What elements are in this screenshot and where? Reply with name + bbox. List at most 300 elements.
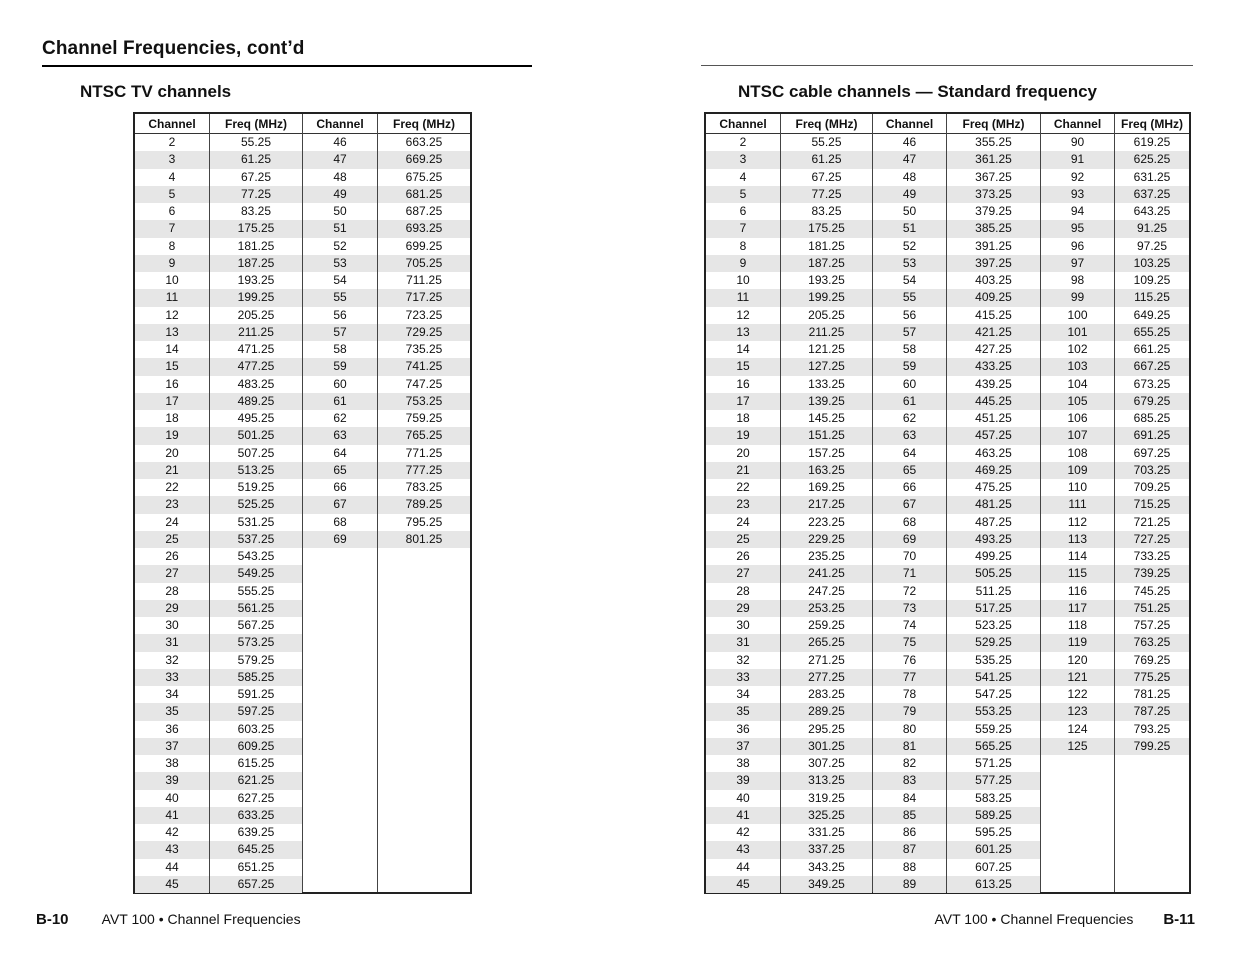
table-cell: 122 [1067,687,1088,701]
table-cell: 27 [706,565,780,582]
table-cell: 489.25 [210,393,302,410]
table-cell: 4 [168,169,176,184]
table-cell: 13 [706,324,780,341]
table-cell: 25 [706,531,780,548]
table-cell: 105 [1041,393,1114,410]
table-cell: 33 [135,669,209,686]
table-cell: 645.25 [210,841,302,858]
table-cell: 5 [706,186,780,203]
table-cell: 247.25 [808,583,845,598]
table-cell: 2 [168,135,176,149]
table-cell: 543.25 [237,549,275,563]
table-cell: 349.25 [781,876,872,893]
title-rule-left [42,65,532,67]
table-cell: 18 [736,411,750,425]
table-cell: 68 [333,514,347,529]
table-cell: 739.25 [1115,565,1189,582]
table-cell: 69 [873,531,946,548]
table-cell: 229.25 [781,531,872,548]
table-cell: 193.25 [237,273,275,287]
table-cell: 163.25 [781,462,872,479]
table-cell: 9 [706,255,780,272]
table-cell: 18 [165,411,179,425]
table-cell: 457.25 [947,427,1040,444]
table-cell: 433.25 [947,358,1040,375]
table-cell: 106 [1067,411,1088,425]
table-cell: 531.25 [237,514,275,529]
table-cell: 703.25 [1115,462,1189,479]
table-cell: 10 [165,273,179,287]
table-cell: 657.25 [210,876,302,893]
table-cell: 17 [135,393,209,410]
table-cell: 529.25 [947,634,1040,651]
table-cell: 547.25 [975,687,1012,701]
table-cell: 24 [165,514,179,529]
tv-freq-column-2 [378,114,470,892]
table-cell: 36 [736,721,750,736]
table-cell: 50 [902,204,917,218]
table-cell: 67.25 [240,169,272,184]
table-cell: 96 [1070,238,1085,253]
table-cell: 7 [135,220,209,237]
table-cell: 37 [135,738,209,755]
table-cell: 102 [1067,342,1088,356]
table-cell: 763.25 [1115,634,1189,651]
table-cell: 8 [168,238,176,253]
cable-section-title: NTSC cable channels — Standard frequency [738,82,1097,101]
table-cell: 63 [303,427,377,444]
table-cell: 65 [303,462,377,479]
table-cell: 181.25 [808,238,845,253]
column-header: Freq (MHz) [210,114,302,134]
table-cell: 97 [1041,255,1114,272]
table-cell: 615.25 [237,756,275,770]
table-cell: 23 [135,496,209,513]
table-cell: 685.25 [1133,411,1171,425]
table-cell: 13 [135,324,209,341]
table-cell: 26 [165,549,179,563]
table-cell: 47 [303,151,377,168]
table-cell: 44 [165,859,179,874]
table-cell: 43 [135,841,209,858]
table-cell: 211.25 [210,324,302,341]
table-cell: 487.25 [975,514,1012,529]
table-cell: 205.25 [237,307,275,322]
table-cell: 55.25 [240,135,272,149]
table-cell: 120 [1067,652,1088,667]
table-cell: 265.25 [781,634,872,651]
table-cell: 26 [736,549,750,563]
table-cell: 44 [736,859,750,874]
table-cell: 223.25 [808,514,845,529]
table-cell: 513.25 [210,462,302,479]
table-cell: 64 [333,445,347,460]
table-cell: 133.25 [808,376,845,391]
table-cell: 175.25 [781,220,872,237]
table-cell: 31 [706,634,780,651]
table-cell: 747.25 [405,376,443,391]
table-cell: 67 [873,496,946,513]
table-cell: 69 [303,531,377,548]
table-cell: 217.25 [781,496,872,513]
table-cell: 799.25 [1115,738,1189,755]
table-cell: 61.25 [781,151,872,168]
cable-freq-column-1 [781,114,873,892]
table-cell: 83.25 [240,204,272,218]
table-cell: 107 [1041,427,1114,444]
table-cell: 52 [333,238,347,253]
table-cell: 691.25 [1115,427,1189,444]
table-cell: 711.25 [406,273,442,287]
ntsc-tv-channel-table [133,112,472,894]
table-cell: 391.25 [975,238,1012,253]
table-cell: 445.25 [947,393,1040,410]
column-header: Channel [873,114,946,134]
table-cell: 187.25 [210,255,302,272]
table-cell: 45 [706,876,780,893]
table-cell: 75 [873,634,946,651]
table-cell: 481.25 [947,496,1040,513]
table-cell: 55 [303,289,377,306]
table-cell: 241.25 [781,565,872,582]
table-cell: 379.25 [975,204,1012,218]
table-cell: 555.25 [237,583,275,598]
table-cell: 42 [165,825,179,839]
table-cell: 82 [902,756,917,770]
table-cell: 723.25 [405,307,443,322]
table-cell: 549.25 [210,565,302,582]
table-cell: 28 [736,583,750,598]
table-cell: 745.25 [1133,583,1171,598]
table-cell: 100 [1067,307,1088,322]
table-cell: 48 [333,169,347,184]
table-cell: 759.25 [405,411,443,425]
table-cell: 801.25 [378,531,470,548]
table-cell: 783.25 [405,480,443,494]
table-cell: 523.25 [975,618,1012,632]
table-cell: 6 [168,204,176,218]
table-cell: 499.25 [975,549,1012,563]
table-cell: 787.25 [1115,703,1189,720]
table-cell: 525.25 [210,496,302,513]
table-cell: 673.25 [1133,376,1171,391]
table-cell: 577.25 [947,772,1040,789]
table-cell: 373.25 [947,186,1040,203]
table-cell: 537.25 [210,531,302,548]
table-cell: 34 [165,687,179,701]
table-cell: 601.25 [947,841,1040,858]
table-cell: 4 [739,169,747,184]
table-cell: 35 [135,703,209,720]
table-cell: 21 [706,462,780,479]
table-cell: 33 [706,669,780,686]
table-cell: 24 [736,514,750,529]
table-cell: 56 [902,307,917,322]
table-cell: 55 [873,289,946,306]
table-cell: 619.25 [1133,135,1171,149]
table-cell: 62 [333,411,347,425]
table-cell: 16 [736,376,750,391]
table-cell: 789.25 [378,496,470,513]
table-cell: 541.25 [947,669,1040,686]
table-cell: 157.25 [808,445,845,460]
table-cell: 589.25 [947,807,1040,824]
table-cell: 45 [135,876,209,893]
table-cell: 46 [333,135,347,149]
table-cell: 83 [873,772,946,789]
table-cell: 84 [902,790,917,805]
table-cell: 57 [873,324,946,341]
table-cell: 103 [1041,358,1114,375]
table-cell: 669.25 [378,151,470,168]
table-cell: 79 [873,703,946,720]
table-cell: 66 [333,480,347,494]
tv-channel-column-2 [303,114,378,892]
page-number-right: B-11 [1163,911,1195,928]
table-cell: 101 [1041,324,1114,341]
table-cell: 667.25 [1115,358,1189,375]
table-cell: 169.25 [808,480,845,494]
table-cell: 14 [165,342,179,356]
table-cell: 30 [165,618,179,632]
table-cell: 753.25 [378,393,470,410]
table-cell: 181.25 [237,238,275,253]
table-cell: 295.25 [808,721,845,736]
table-cell: 495.25 [237,411,275,425]
table-cell: 205.25 [808,307,845,322]
table-cell: 62 [902,411,917,425]
table-cell: 78 [902,687,917,701]
table-cell: 559.25 [975,721,1012,736]
table-cell: 61 [303,393,377,410]
table-cell: 32 [736,652,750,667]
table-cell: 463.25 [975,445,1012,460]
column-header: Freq (MHz) [378,114,470,134]
table-cell: 625.25 [1115,151,1189,168]
table-cell: 637.25 [1115,186,1189,203]
table-cell: 34 [736,687,750,701]
page-title: Channel Frequencies, cont’d [42,38,305,59]
table-cell: 793.25 [1133,721,1171,736]
table-cell: 367.25 [975,169,1012,184]
table-cell: 103.25 [1115,255,1189,272]
table-cell: 729.25 [378,324,470,341]
table-cell: 535.25 [975,652,1012,667]
table-cell: 591.25 [237,687,275,701]
table-cell: 55.25 [811,135,842,149]
table-cell: 19 [135,427,209,444]
table-cell: 325.25 [781,807,872,824]
table-cell: 271.25 [808,652,845,667]
table-cell: 95 [1041,220,1114,237]
table-cell: 331.25 [808,825,845,839]
footer-text-left: AVT 100 • Channel Frequencies [101,911,301,927]
table-cell: 607.25 [975,859,1012,874]
table-cell: 313.25 [781,772,872,789]
table-cell: 127.25 [781,358,872,375]
table-cell: 77.25 [781,186,872,203]
table-cell: 649.25 [1133,307,1171,322]
footer-left [36,911,301,928]
table-cell: 343.25 [808,859,845,874]
table-cell: 151.25 [781,427,872,444]
table-cell: 20 [165,445,179,460]
table-cell: 47 [873,151,946,168]
table-cell: 117 [1041,600,1114,617]
table-cell: 409.25 [947,289,1040,306]
table-cell: 709.25 [1133,480,1171,494]
table-cell: 687.25 [405,204,443,218]
cable-channel-column-3 [1041,114,1115,892]
table-cell: 77 [873,669,946,686]
table-cell: 121.25 [808,342,845,356]
table-cell: 39 [135,772,209,789]
table-cell: 769.25 [1133,652,1171,667]
page-number-left: B-10 [36,911,69,928]
table-cell: 111 [1041,496,1114,513]
table-cell: 421.25 [947,324,1040,341]
table-cell: 483.25 [237,376,275,391]
table-cell: 253.25 [781,600,872,617]
table-cell: 561.25 [210,600,302,617]
table-cell: 733.25 [1133,549,1171,563]
table-cell: 289.25 [781,703,872,720]
table-cell: 697.25 [1133,445,1171,460]
table-cell: 92 [1070,169,1085,184]
table-cell: 471.25 [237,342,275,356]
table-cell: 50 [333,204,347,218]
table-cell: 124 [1067,721,1088,736]
table-cell: 427.25 [975,342,1012,356]
table-cell: 681.25 [378,186,470,203]
table-cell: 40 [736,790,750,805]
table-cell: 67.25 [811,169,842,184]
table-cell: 519.25 [237,480,275,494]
table-cell: 97.25 [1136,238,1168,253]
table-cell: 597.25 [210,703,302,720]
table-cell: 469.25 [947,462,1040,479]
table-cell: 98 [1070,273,1085,287]
table-cell: 735.25 [405,342,443,356]
table-cell: 277.25 [781,669,872,686]
table-cell: 38 [165,756,179,770]
table-cell: 25 [135,531,209,548]
table-cell: 56 [333,307,347,322]
table-cell: 86 [902,825,917,839]
cable-freq-column-2 [947,114,1041,892]
table-cell: 715.25 [1115,496,1189,513]
table-cell: 699.25 [405,238,443,253]
table-cell: 14 [736,342,750,356]
table-cell: 475.25 [975,480,1012,494]
table-cell: 54 [902,273,917,287]
table-cell: 633.25 [210,807,302,824]
table-cell: 53 [303,255,377,272]
table-cell: 337.25 [781,841,872,858]
table-cell: 727.25 [1115,531,1189,548]
table-cell: 61.25 [210,151,302,168]
table-cell: 93 [1041,186,1114,203]
table-cell: 517.25 [947,600,1040,617]
table-cell: 751.25 [1115,600,1189,617]
table-cell: 741.25 [378,358,470,375]
table-cell: 565.25 [947,738,1040,755]
table-cell: 603.25 [237,721,275,736]
table-cell: 11 [135,289,209,306]
table-cell: 88 [902,859,917,874]
table-cell: 27 [135,565,209,582]
table-cell: 54 [333,273,347,287]
table-cell: 145.25 [808,411,845,425]
table-cell: 301.25 [781,738,872,755]
table-cell: 28 [165,583,179,598]
table-cell: 60 [333,376,347,391]
table-cell: 661.25 [1133,342,1171,356]
table-cell: 477.25 [210,358,302,375]
table-cell: 52 [902,238,917,253]
table-cell: 85 [873,807,946,824]
table-cell: 41 [706,807,780,824]
table-cell: 3 [706,151,780,168]
table-cell: 567.25 [237,618,275,632]
table-cell: 319.25 [808,790,845,805]
column-header: Freq (MHz) [781,114,872,134]
table-cell: 109.25 [1133,273,1171,287]
table-cell: 11 [706,289,780,306]
table-cell: 65 [873,462,946,479]
table-cell: 90 [1070,135,1085,149]
table-cell: 29 [135,600,209,617]
title-rule-right [701,65,1193,66]
table-cell: 67 [303,496,377,513]
table-cell: 71 [873,565,946,582]
table-cell: 58 [902,342,917,356]
table-cell: 123 [1041,703,1114,720]
table-cell: 104 [1067,376,1088,391]
table-cell: 283.25 [808,687,845,701]
table-cell: 705.25 [378,255,470,272]
table-cell: 66 [902,480,917,494]
table-cell: 51 [303,220,377,237]
table-cell: 663.25 [405,135,443,149]
table-cell: 46 [902,135,917,149]
table-cell: 48 [902,169,917,184]
table-cell: 571.25 [975,756,1012,770]
table-cell: 385.25 [947,220,1040,237]
table-cell: 74 [902,618,917,632]
table-cell: 187.25 [781,255,872,272]
table-cell: 51 [873,220,946,237]
table-cell: 721.25 [1133,514,1171,529]
table-cell: 777.25 [378,462,470,479]
table-cell: 53 [873,255,946,272]
column-header: Channel [135,114,209,134]
table-cell: 675.25 [405,169,443,184]
table-cell: 579.25 [237,652,275,667]
table-cell: 397.25 [947,255,1040,272]
table-cell: 38 [736,756,750,770]
table-cell: 7 [706,220,780,237]
table-cell: 40 [165,790,179,805]
table-cell: 31 [135,634,209,651]
table-cell: 35 [706,703,780,720]
table-cell: 639.25 [237,825,275,839]
table-cell: 199.25 [210,289,302,306]
ntsc-cable-channel-table [704,112,1191,894]
table-cell: 57 [303,324,377,341]
table-cell: 307.25 [808,756,845,770]
table-cell: 21 [135,462,209,479]
